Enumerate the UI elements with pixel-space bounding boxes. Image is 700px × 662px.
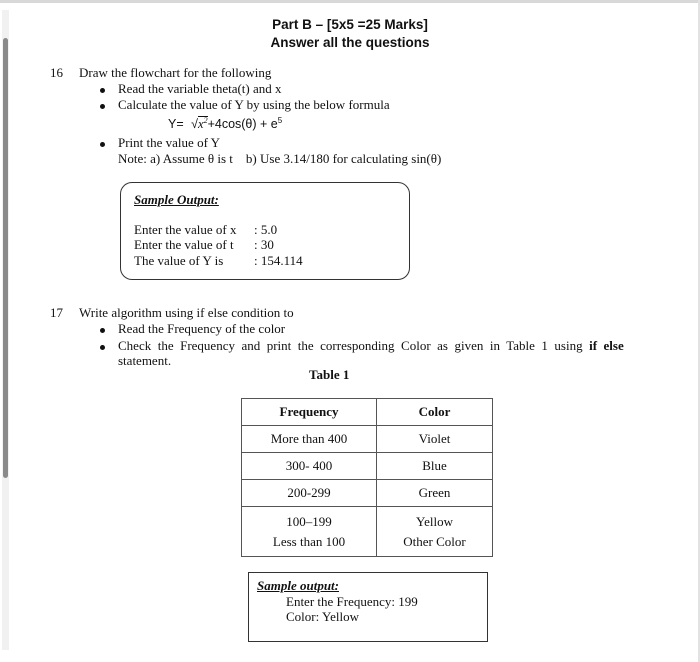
table-cell-frequency: 100–199 — [286, 513, 332, 529]
page-top-border — [0, 0, 700, 3]
q16-sample-label-2: Enter the value of t — [134, 237, 234, 252]
table-cell-frequency: More than 400 — [242, 426, 377, 453]
frequency-color-table — [241, 398, 493, 557]
table-header-row — [242, 399, 493, 426]
bullet-icon — [100, 345, 105, 350]
q16-note: Note: a) Assume θ is t b) Use 3.14/180 for calculating sin(θ) — [118, 151, 442, 166]
table-cell-frequency: Less than 100 — [272, 533, 346, 549]
q16-sample-value-2: : 30 — [254, 237, 274, 252]
q16-bullet-2: Calculate the value of Y by using the below formula — [118, 97, 390, 112]
formula-sqrt-sign: √ — [191, 117, 198, 132]
table-cell-color: Violet — [377, 426, 493, 453]
q17-bullet-2-cont: statement. — [118, 353, 172, 368]
table-cell-color-merged — [377, 507, 493, 557]
q16-sample-label-3: The value of Y is — [134, 253, 224, 268]
q17-bullet-2-bold: if else — [589, 338, 624, 353]
formula-radicand — [198, 116, 208, 131]
formula-lhs: Y= — [168, 117, 184, 132]
q16-sample-value-3: : 154.114 — [254, 253, 303, 268]
formula-radicand-exp: 2 — [203, 116, 208, 125]
table-cell-color: Other Color — [403, 533, 466, 549]
q17-sample-line-1: Enter the Frequency: 199 — [286, 594, 418, 609]
table-cell-color: Blue — [377, 453, 493, 480]
table-row-merged — [242, 507, 493, 557]
table-cell-color: Green — [377, 480, 493, 507]
formula-radicand-base: x — [198, 117, 204, 132]
table-row — [242, 480, 493, 507]
table-cell-frequency: 300- 400 — [242, 453, 377, 480]
q17-sample-title: Sample output: — [257, 578, 339, 593]
bullet-icon — [100, 142, 105, 147]
q17-prompt: Write algorithm using if else condition to — [79, 305, 294, 320]
q17-number: 17 — [50, 305, 63, 320]
q16-bullet-3: Print the value of Y — [118, 135, 221, 150]
table-row — [242, 426, 493, 453]
q17-bullet-2-text: Check the Frequency and print the corresponding Color as given in Table 1 using — [118, 338, 583, 353]
formula-rest: +4cos(θ) + e — [207, 117, 278, 132]
q16-bullet-1: Read the variable theta(t) and x — [118, 81, 282, 96]
q16-sample-title: Sample Output: — [134, 192, 219, 207]
scrollbar-thumb[interactable] — [3, 38, 8, 478]
q16-formula — [168, 116, 282, 132]
table-caption: Table 1 — [309, 367, 350, 382]
q17-sample-line-2: Color: Yellow — [286, 609, 359, 624]
q16-prompt: Draw the flowchart for the following — [79, 65, 272, 80]
table-header-color: Color — [377, 399, 493, 426]
part-title: Part B – [5x5 =25 Marks] — [272, 17, 428, 32]
q16-number: 16 — [50, 65, 63, 80]
bullet-icon — [100, 104, 105, 109]
table-cell-frequency: 200-299 — [242, 480, 377, 507]
q17-bullet-1: Read the Frequency of the color — [118, 321, 286, 336]
q17-bullet-2 — [118, 338, 624, 354]
part-subtitle: Answer all the questions — [270, 35, 430, 50]
q16-sample-value-1: : 5.0 — [254, 222, 278, 237]
table-row — [242, 453, 493, 480]
bullet-icon — [100, 88, 105, 93]
table-header-frequency: Frequency — [242, 399, 377, 426]
q16-sample-label-1: Enter the value of x — [134, 222, 237, 237]
formula-exp: 5 — [277, 116, 283, 125]
bullet-icon — [100, 328, 105, 333]
table-cell-color: Yellow — [416, 513, 453, 529]
table-cell-frequency-merged — [242, 507, 377, 557]
